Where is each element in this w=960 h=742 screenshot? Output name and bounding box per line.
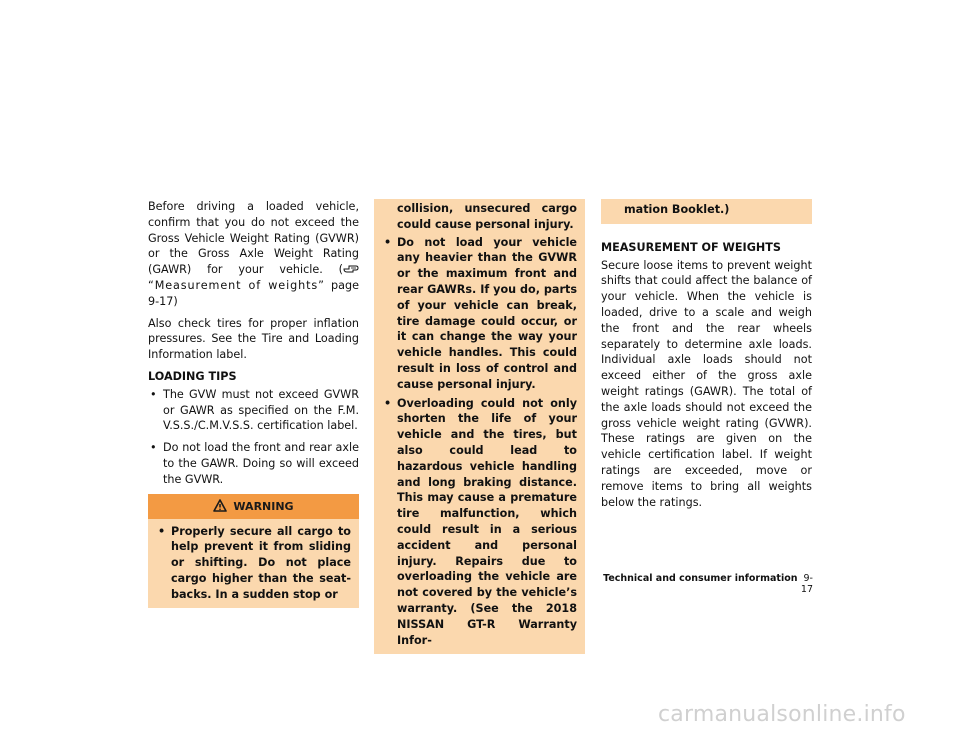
reference-link[interactable]: “Measurement of weights” xyxy=(148,279,325,293)
loading-tips-list xyxy=(148,387,359,488)
page-footer xyxy=(601,573,813,595)
column-middle xyxy=(374,199,585,654)
watermark: carmanualsonline.info xyxy=(658,702,906,727)
warning-body-continued xyxy=(374,199,585,654)
warning-body-end xyxy=(601,199,812,224)
warning-header xyxy=(148,494,359,519)
tires-paragraph: Also check tires for proper inflation pressures. See the Tire and Loading Information label. xyxy=(148,316,359,362)
warning-continued-text: collision, unsecured cargo could cause personal injury. xyxy=(397,202,577,231)
warning-item: • Overloading could not only shorten the life of your vehicle and the tires, but also could lead to hazardous vehicle handling and long braking distance. This may cause a premature tire malfunction, which could result in a serious accident and personal injury. Repairs due to overloading the vehicle are not covered by the vehicle’s warranty. (See the 2018 NISSAN GT-R Warranty Infor- xyxy=(382,396,577,649)
reference-page: page 9-17) xyxy=(148,279,359,308)
intro-paragraph xyxy=(148,199,359,310)
list-item: • The GVW must not exceed GVWR or GAWR as specified on the F.M. V.S.S./C.M.V.S.S. certification label. xyxy=(148,387,359,434)
warning-item: • Do not load your vehicle any heavier than the GVWR or the maximum front and rear GAWRs. If you do, parts of your vehicle can break, tire damage could occur, or it can change the way your vehicle handles. This could result in loss of control and cause personal injury. xyxy=(382,235,577,393)
measurement-heading: MEASUREMENT OF WEIGHTS xyxy=(601,240,781,254)
column-right xyxy=(601,199,812,516)
warning-title: WARNING xyxy=(233,499,294,513)
list-item: • Do not load the front and rear axle to the GAWR. Doing so will exceed the GVWR. xyxy=(148,440,359,487)
page-number: 9-17 xyxy=(800,573,813,595)
warning-body xyxy=(148,519,359,608)
section-title: Technical and consumer information xyxy=(603,573,798,584)
intro-text: Before driving a loaded vehicle, confirm that you do not exceed the Gross Vehicle Weight Rating (GVWR) or the Gross Axle Weight Rating (GAWR) for your vehicle. ( xyxy=(148,200,359,277)
column-left xyxy=(148,199,359,608)
warning-continued-text: mation Booklet.) xyxy=(624,203,730,216)
warning-triangle-icon xyxy=(213,497,227,516)
measurement-paragraph: Secure loose items to prevent weight shifts that could affect the balance of your vehicle. When the vehicle is loaded, drive to a scale and weigh the front and the rear wheels separately to determine axle loads. Individual axle loads should not exceed either of the gross axle weight ratings (GAWR). The total of the axle loads should not exceed the gross vehicle weight rating (GVWR). These ratings are given on the vehicle certification label. If weight ratings are exceeded, move or remove items to bring all weights below the ratings. xyxy=(601,258,812,509)
warning-item: • Properly secure all cargo to help prevent it from sliding or shifting. Do not place cargo higher than the seat-backs. In a sudden stop or xyxy=(156,524,351,603)
reference-hand-icon xyxy=(343,262,359,278)
loading-tips-heading: LOADING TIPS xyxy=(148,370,237,384)
